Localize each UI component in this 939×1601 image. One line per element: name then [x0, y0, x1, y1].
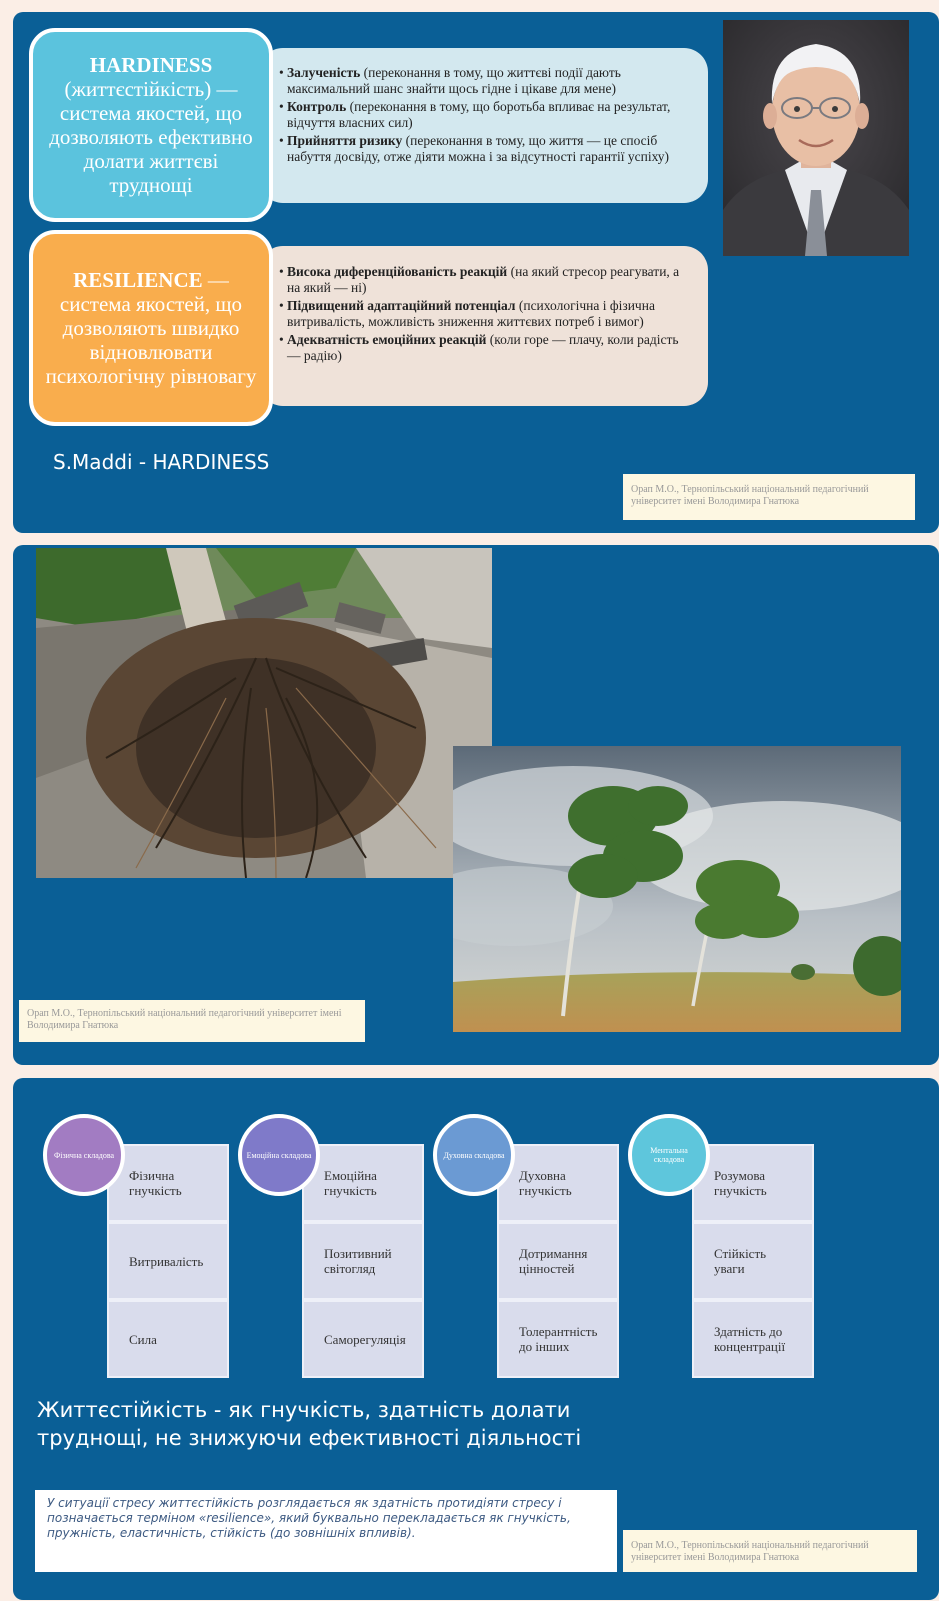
- component-circle: Ментальна складова: [628, 1114, 710, 1196]
- maddi-portrait-photo: [723, 20, 909, 256]
- slide-tree-images: [13, 545, 939, 1065]
- list-item: • Висока диференційованість реакцій (на який стресор реагувати, а на який — ні): [279, 264, 680, 295]
- slide-caption: S.Maddi - HARDINESS: [53, 450, 270, 474]
- author-credit: Орап М.О., Тернопільський національний педагогічний університет імені Володимира Гнатюка: [19, 1000, 365, 1042]
- component-cell: Толерантність до інших: [497, 1300, 619, 1378]
- slide-resilience-components: [13, 1078, 939, 1600]
- hardiness-definition-box: [29, 28, 273, 222]
- author-credit: Орап М.О., Тернопільський національний педагогічний університет імені Володимира Гнатюка: [623, 474, 915, 520]
- component-cell: Позитивний світогляд: [302, 1222, 424, 1300]
- mental-component: [614, 1114, 814, 1384]
- component-cell: Емоційна гнучкість: [302, 1144, 424, 1222]
- uprooted-tree-photo: [36, 548, 492, 878]
- component-cell: Дотримання цінностей: [497, 1222, 619, 1300]
- windy-trees-photo: [453, 746, 901, 1032]
- component-cell: Сила: [107, 1300, 229, 1378]
- list-item: • Залученість (переконання в тому, що життєві події дають максимальний шанс знайти щось гідне і цікаве для мене): [279, 65, 621, 96]
- resilience-description: — система якостей, що дозволяють швидко відновлювати психологічну рівновагу: [45, 268, 257, 388]
- physical-component: [29, 1114, 229, 1384]
- component-cell: Витривалість: [107, 1222, 229, 1300]
- hardiness-components-list: [259, 48, 708, 203]
- component-cell: Розумова гнучкість: [692, 1144, 814, 1222]
- component-cell: Духовна гнучкість: [497, 1144, 619, 1222]
- component-circle: Емоційна складова: [238, 1114, 320, 1196]
- resilience-definition-box: [29, 230, 273, 426]
- emotional-component: [224, 1114, 424, 1384]
- hardiness-title: HARDINESS: [89, 53, 213, 77]
- resilience-components-list: [259, 246, 708, 406]
- list-item: • Контроль (переконання в тому, що боротьба впливає на результат, відчуття власних сил): [279, 99, 671, 130]
- spiritual-component: [419, 1114, 619, 1384]
- resilience-note: У ситуації стресу життєстійкість розглядається як здатність протидіяти стресу і позначається терміном «resilience», який буквально перекладається як гнучкість, пружність, еластичність, стійкість (до зовнішніх впливів).: [35, 1490, 617, 1572]
- component-cell: Саморегуляція: [302, 1300, 424, 1378]
- author-credit: Орап М.О., Тернопільський національний педагогічний університет імені Володимира Гнатюка: [623, 1530, 917, 1572]
- component-cell: Фізична гнучкість: [107, 1144, 229, 1222]
- component-cell: Здатність до концентрації: [692, 1300, 814, 1378]
- slide-hardiness-resilience: [13, 12, 939, 533]
- component-circle: Духовна складова: [433, 1114, 515, 1196]
- resilience-title: RESILIENCE: [73, 268, 203, 292]
- hardiness-description: (життєстійкість) — система якостей, що дозволяють ефективно долати життєві труднощі: [49, 77, 253, 197]
- slide-title: Життєстійкість - як гнучкість, здатність долати труднощі, не знижуючи ефективності діяльності: [37, 1398, 582, 1450]
- component-circle: Фізична складова: [43, 1114, 125, 1196]
- list-item: • Прийняття ризику (переконання в тому, що життя — це спосіб набуття досвіду, отже діяти можна і за відсутності гарантії успіху): [279, 133, 670, 164]
- component-cell: Стійкість уваги: [692, 1222, 814, 1300]
- list-item: • Адекватність емоційних реакцій (коли горе — плачу, коли радість — радію): [279, 332, 679, 363]
- list-item: • Підвищений адаптаційний потенціал (психологічна і фізична витривалість, можливість зниження життєвих потреб і вимог): [279, 298, 655, 329]
